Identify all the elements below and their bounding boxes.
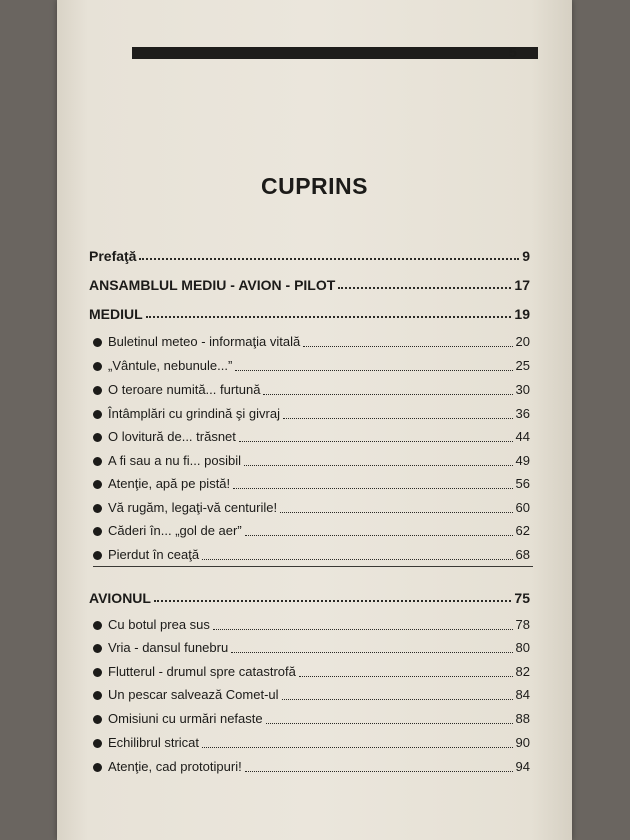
page-title: CUPRINS <box>260 173 368 199</box>
toc-item-title: A fi sau a nu fi... posibil <box>108 453 241 468</box>
toc-item-page: 44 <box>515 429 530 444</box>
toc-item-title: Buletinul meteo - informaţia vitală <box>108 334 301 349</box>
toc-item-title: Un pescar salvează Comet-ul <box>108 687 279 702</box>
bullet-icon <box>93 527 102 536</box>
toc-item-page: 36 <box>515 406 530 421</box>
toc-entry-title: MEDIUL <box>89 306 143 322</box>
dot-leader <box>239 441 513 442</box>
toc-item <box>93 425 530 445</box>
toc-item-title: O lovitură de... trăsnet <box>108 429 236 444</box>
toc-item <box>93 660 530 680</box>
toc-entry-title: Prefaţă <box>89 248 137 264</box>
toc-item-title: Atenţie, apă pe pistă! <box>108 476 231 491</box>
toc-item-page: 68 <box>515 547 530 562</box>
toc-entry-avionul <box>89 586 530 606</box>
toc-item-title: O teroare numită... furtună <box>108 382 261 397</box>
dot-leader <box>154 600 511 602</box>
toc-item-title: Cu botul prea sus <box>108 617 210 632</box>
toc-entry-page: 17 <box>514 277 530 293</box>
book-page <box>57 0 572 840</box>
bullet-icon <box>93 644 102 653</box>
toc-entry-title: AVIONUL <box>89 590 151 606</box>
bullet-icon <box>93 763 102 772</box>
toc-item-title: „Vântule, nebunule...” <box>108 358 233 373</box>
toc-item <box>93 543 530 563</box>
toc-item-title: Omisiuni cu urmări nefaste <box>108 711 263 726</box>
dot-leader <box>139 258 519 260</box>
toc-entry-mediul <box>89 302 530 322</box>
toc-item-title: Vă rugăm, legaţi-vă centurile! <box>108 500 278 515</box>
dot-leader <box>245 771 513 772</box>
toc-item-page: 20 <box>515 334 530 349</box>
toc-entry-page: 19 <box>514 306 530 322</box>
dot-leader <box>235 370 512 371</box>
dot-leader <box>146 316 512 318</box>
toc-item-title: Căderi în... „gol de aer” <box>108 523 242 538</box>
toc-item <box>93 378 530 398</box>
bullet-icon <box>93 386 102 395</box>
toc-item <box>93 402 530 422</box>
toc-item-page: 78 <box>515 617 530 632</box>
dot-leader <box>202 559 512 560</box>
bullet-icon <box>93 668 102 677</box>
bullet-icon <box>93 691 102 700</box>
dot-leader <box>245 535 513 536</box>
toc-item-page: 60 <box>515 500 530 515</box>
dot-leader <box>266 723 513 724</box>
dot-leader <box>299 676 513 677</box>
dot-leader <box>283 418 513 419</box>
page-number: 5 <box>509 44 517 60</box>
toc-item <box>93 354 530 374</box>
toc-item-page: 25 <box>515 358 530 373</box>
dot-leader <box>282 699 513 700</box>
dot-leader <box>280 512 512 513</box>
bullet-icon <box>93 504 102 513</box>
section-divider <box>93 566 533 567</box>
toc-item-title: Întâmplări cu grindină şi givraj <box>108 406 280 421</box>
dot-leader <box>213 629 513 630</box>
toc-item <box>93 731 530 751</box>
bullet-icon <box>93 715 102 724</box>
toc-entry-prefata <box>89 244 530 264</box>
toc-item-page: 84 <box>515 687 530 702</box>
dot-leader <box>338 287 511 289</box>
toc-item <box>93 636 530 656</box>
toc-item <box>93 613 530 633</box>
dot-leader <box>244 465 513 466</box>
toc-item <box>93 496 530 516</box>
toc-entry-title: ANSAMBLUL MEDIU - AVION - PILOT <box>89 277 336 293</box>
toc-item-page: 49 <box>515 453 530 468</box>
toc-item-page: 90 <box>515 735 530 750</box>
bullet-icon <box>93 362 102 371</box>
toc-item-page: 62 <box>515 523 530 538</box>
dot-leader <box>231 652 512 653</box>
toc-item-title: Atenţie, cad prototipuri! <box>108 759 242 774</box>
bullet-icon <box>93 433 102 442</box>
dot-leader <box>303 346 512 347</box>
toc-item-page: 80 <box>515 640 530 655</box>
bullet-icon <box>93 739 102 748</box>
dot-leader <box>202 747 513 748</box>
bullet-icon <box>93 338 102 347</box>
toc-item-page: 56 <box>515 476 530 491</box>
toc-item <box>93 707 530 727</box>
header-bar <box>132 47 538 59</box>
toc-item-page: 94 <box>515 759 530 774</box>
toc-item <box>93 519 530 539</box>
toc-item <box>93 330 530 350</box>
toc-entry-ansamblul <box>89 273 530 293</box>
toc-item-page: 30 <box>515 382 530 397</box>
toc-item-title: Vria - dansul funebru <box>108 640 229 655</box>
bullet-icon <box>93 551 102 560</box>
bullet-icon <box>93 480 102 489</box>
toc-item-title: Pierdut în ceaţă <box>108 547 200 562</box>
dot-leader <box>263 394 512 395</box>
toc-entry-page: 9 <box>522 248 530 264</box>
toc-item <box>93 472 530 492</box>
dot-leader <box>233 488 512 489</box>
bullet-icon <box>93 410 102 419</box>
toc-item <box>93 449 530 469</box>
bullet-icon <box>93 457 102 466</box>
toc-item-page: 88 <box>515 711 530 726</box>
toc-item-title: Echilibrul stricat <box>108 735 200 750</box>
toc-item <box>93 683 530 703</box>
bullet-icon <box>93 621 102 630</box>
toc-item <box>93 755 530 775</box>
toc-item-title: Flutterul - drumul spre catastrofă <box>108 664 296 679</box>
toc-item-page: 82 <box>515 664 530 679</box>
toc-entry-page: 75 <box>514 590 530 606</box>
